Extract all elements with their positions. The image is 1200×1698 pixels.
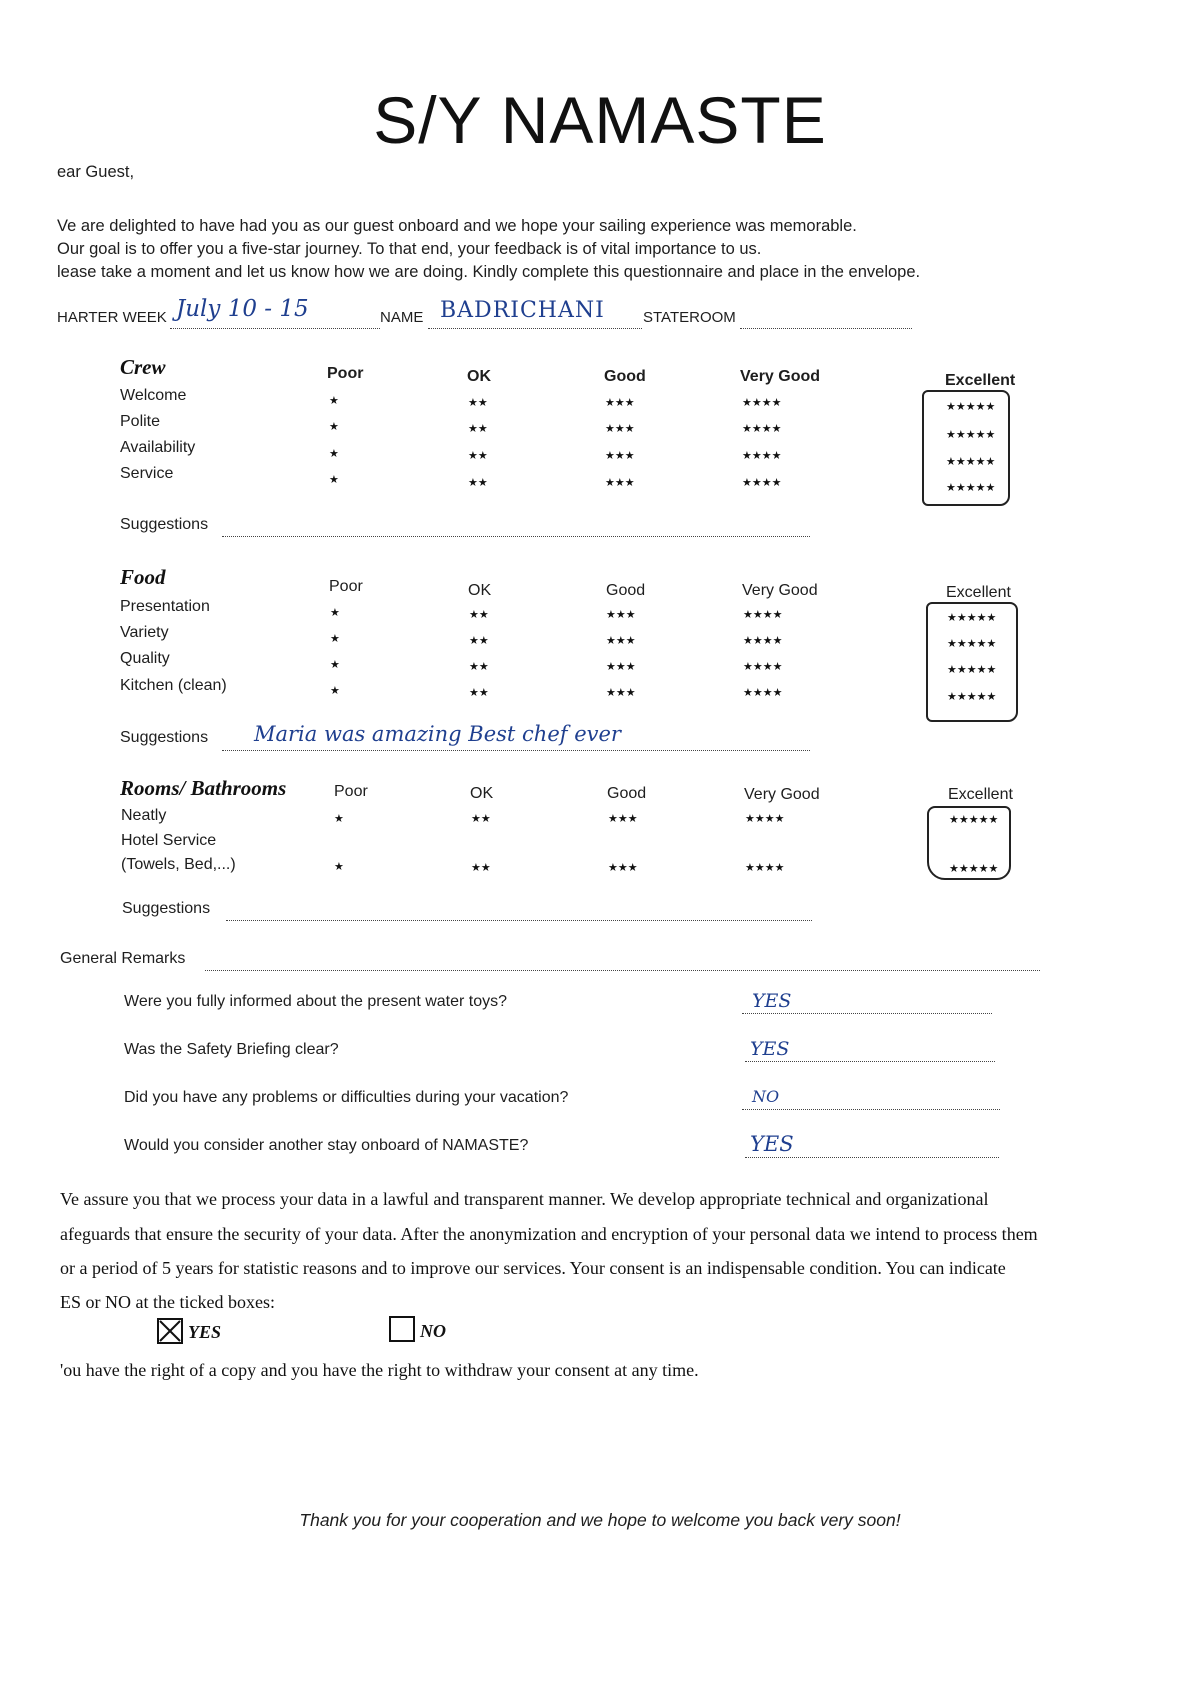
food-kitchen-3star[interactable]: ★★★ [606,686,636,699]
crew-availability-2star[interactable]: ★★ [468,449,488,462]
rights-text: 'ou have the right of a copy and you have the right to withdraw your consent at any time. [60,1360,699,1380]
rooms-col-ok: OK [470,785,494,802]
answer-line-another-stay [745,1157,999,1158]
food-col-good: Good [606,582,646,599]
food-row-presentation: Presentation [120,598,210,615]
crew-row-polite: Polite [120,413,161,430]
rooms-hotel-2star[interactable]: ★★ [471,861,491,874]
rooms-section-title: Rooms/ Bathrooms [120,776,287,800]
food-row-variety: Variety [120,624,169,641]
food-variety-5star[interactable]: ★★★★★ [947,637,997,650]
crew-service-5star[interactable]: ★★★★★ [946,481,996,494]
answer-line-problems [742,1109,1000,1110]
intro-line-1: Ve are delighted to have had you as our guest onboard and we hope your sailing experience was memorable. [57,217,857,235]
food-suggestions-label: Suggestions [120,729,209,746]
crew-welcome-5star[interactable]: ★★★★★ [946,400,996,413]
rooms-neatly-3star[interactable]: ★★★ [608,812,638,825]
question-water-toys: Were you fully informed about the present water toys? [124,993,508,1010]
crew-polite-2star[interactable]: ★★ [468,422,488,435]
answer-water-toys[interactable]: YES [752,990,792,1012]
food-quality-3star[interactable]: ★★★ [606,660,636,673]
page-title: S/Y NAMASTE [373,83,827,157]
food-presentation-5star[interactable]: ★★★★★ [947,611,997,624]
rooms-hotel-4star[interactable]: ★★★★ [745,861,785,874]
crew-welcome-3star[interactable]: ★★★ [605,396,635,409]
rooms-row-neatly: Neatly [121,807,167,824]
name-line [428,328,642,329]
crew-polite-3star[interactable]: ★★★ [605,422,635,435]
crew-polite-4star[interactable]: ★★★★ [742,422,782,435]
rooms-col-excellent: Excellent [948,786,1013,803]
rooms-suggestions-field[interactable] [226,920,812,921]
food-col-very-good: Very Good [742,582,818,599]
crew-col-good: Good [604,368,646,385]
rooms-neatly-1star[interactable]: ★ [334,812,344,825]
food-variety-4star[interactable]: ★★★★ [743,634,783,647]
crew-row-service: Service [120,465,174,482]
crew-service-1star[interactable]: ★ [329,473,339,486]
crew-polite-5star[interactable]: ★★★★★ [946,428,996,441]
crew-suggestions-label: Suggestions [120,516,209,533]
food-excellent-selection [926,602,1018,722]
rooms-hotel-5star[interactable]: ★★★★★ [949,862,999,875]
consent-no-checkbox[interactable] [389,1316,415,1342]
question-another-stay: Would you consider another stay onboard of NAMASTE? [124,1137,529,1154]
consent-no-label: NO [420,1321,446,1341]
rooms-col-very-good: Very Good [744,786,820,803]
greeting: ear Guest, [57,163,135,181]
name-value[interactable]: BADRICHANI [440,298,605,323]
food-row-quality: Quality [120,650,170,667]
answer-problems[interactable]: NO [752,1087,780,1106]
rooms-row-towels-bed: (Towels, Bed,...) [121,856,236,873]
privacy-line-2: afeguards that ensure the security of your data. After the anonymization and encryption of your personal data we intend to process them [60,1224,1038,1244]
food-presentation-3star[interactable]: ★★★ [606,608,636,621]
intro-line-3: lease take a moment and let us know how we are doing. Kindly complete this questionnaire and place in the envelope. [57,263,921,281]
food-row-kitchen: Kitchen (clean) [120,677,227,694]
consent-yes-label: YES [188,1322,222,1342]
crew-welcome-2star[interactable]: ★★ [468,396,488,409]
food-quality-1star[interactable]: ★ [330,658,340,671]
answer-another-stay[interactable]: YES [750,1132,794,1156]
question-problems: Did you have any problems or difficulties during your vacation? [124,1089,569,1106]
food-variety-1star[interactable]: ★ [330,632,340,645]
question-safety-briefing: Was the Safety Briefing clear? [124,1041,339,1058]
rooms-neatly-2star[interactable]: ★★ [471,812,491,825]
food-section-title: Food [120,565,166,589]
privacy-line-4: ES or NO at the ticked boxes: [60,1292,275,1312]
answer-safety-briefing[interactable]: YES [750,1038,790,1060]
crew-row-availability: Availability [120,439,196,456]
rooms-hotel-3star[interactable]: ★★★ [608,861,638,874]
privacy-line-3: or a period of 5 years for statistic reasons and to improve our services. Your consent is an indispensable condition. You can indicate [60,1258,1006,1278]
rooms-col-poor: Poor [334,783,368,800]
charter-week-line [170,328,380,329]
food-kitchen-2star[interactable]: ★★ [469,686,489,699]
intro-line-2: Our goal is to offer you a five-star journey. To that end, your feedback is of vital importance to us. [57,240,762,258]
food-kitchen-1star[interactable]: ★ [330,684,340,697]
crew-availability-5star[interactable]: ★★★★★ [946,455,996,468]
food-variety-2star[interactable]: ★★ [469,634,489,647]
rooms-col-good: Good [607,785,647,802]
crew-service-4star[interactable]: ★★★★ [742,476,782,489]
food-presentation-4star[interactable]: ★★★★ [743,608,783,621]
privacy-line-1: Ve assure you that we process your data in a lawful and transparent manner. We develop appropriate technical and organizational [60,1189,989,1209]
food-kitchen-4star[interactable]: ★★★★ [743,686,783,699]
consent-yes-checkbox[interactable] [157,1318,183,1344]
crew-row-welcome: Welcome [120,387,187,404]
food-variety-3star[interactable]: ★★★ [606,634,636,647]
rooms-neatly-4star[interactable]: ★★★★ [745,812,785,825]
crew-availability-1star[interactable]: ★ [329,447,339,460]
crew-welcome-1star[interactable]: ★ [329,394,339,407]
general-remarks-label: General Remarks [60,950,186,967]
crew-availability-3star[interactable]: ★★★ [605,449,635,462]
closing-message: Thank you for your cooperation and we hope to welcome you back very soon! [299,1510,901,1530]
answer-line-water-toys [742,1013,992,1014]
food-col-ok: OK [468,582,492,599]
crew-col-very-good: Very Good [740,368,821,385]
rooms-neatly-5star[interactable]: ★★★★★ [949,813,999,826]
stateroom-label: STATEROOM [643,309,736,326]
general-remarks-field[interactable] [205,970,1040,971]
stateroom-line[interactable] [740,328,912,329]
crew-section-title: Crew [120,355,166,379]
checkmark-x-icon [159,1320,181,1342]
food-presentation-1star[interactable]: ★ [330,606,340,619]
food-suggestions-value[interactable]: Maria was amazing Best chef ever [254,722,621,746]
food-quality-5star[interactable]: ★★★★★ [947,663,997,676]
charter-week-value[interactable]: July 10 - 15 [176,296,309,322]
charter-week-label: HARTER WEEK [57,309,167,326]
food-quality-4star[interactable]: ★★★★ [743,660,783,673]
rooms-hotel-1star[interactable]: ★ [334,860,344,873]
food-quality-2star[interactable]: ★★ [469,660,489,673]
food-kitchen-5star[interactable]: ★★★★★ [947,690,997,703]
food-col-poor: Poor [329,578,363,595]
crew-polite-1star[interactable]: ★ [329,420,339,433]
crew-excellent-selection [922,390,1010,506]
food-col-excellent: Excellent [946,584,1011,601]
food-suggestions-line [222,750,810,751]
crew-welcome-4star[interactable]: ★★★★ [742,396,782,409]
food-presentation-2star[interactable]: ★★ [469,608,489,621]
crew-availability-4star[interactable]: ★★★★ [742,449,782,462]
crew-col-poor: Poor [327,365,364,382]
rooms-excellent-selection [927,806,1011,880]
crew-col-excellent: Excellent [945,372,1016,389]
crew-service-3star[interactable]: ★★★ [605,476,635,489]
crew-suggestions-field[interactable] [222,536,810,537]
answer-line-safety-briefing [745,1061,995,1062]
name-label: NAME [380,309,424,326]
crew-service-2star[interactable]: ★★ [468,476,488,489]
rooms-row-hotel-service: Hotel Service [121,832,217,849]
crew-col-ok: OK [467,368,491,385]
rooms-suggestions-label: Suggestions [122,900,211,917]
